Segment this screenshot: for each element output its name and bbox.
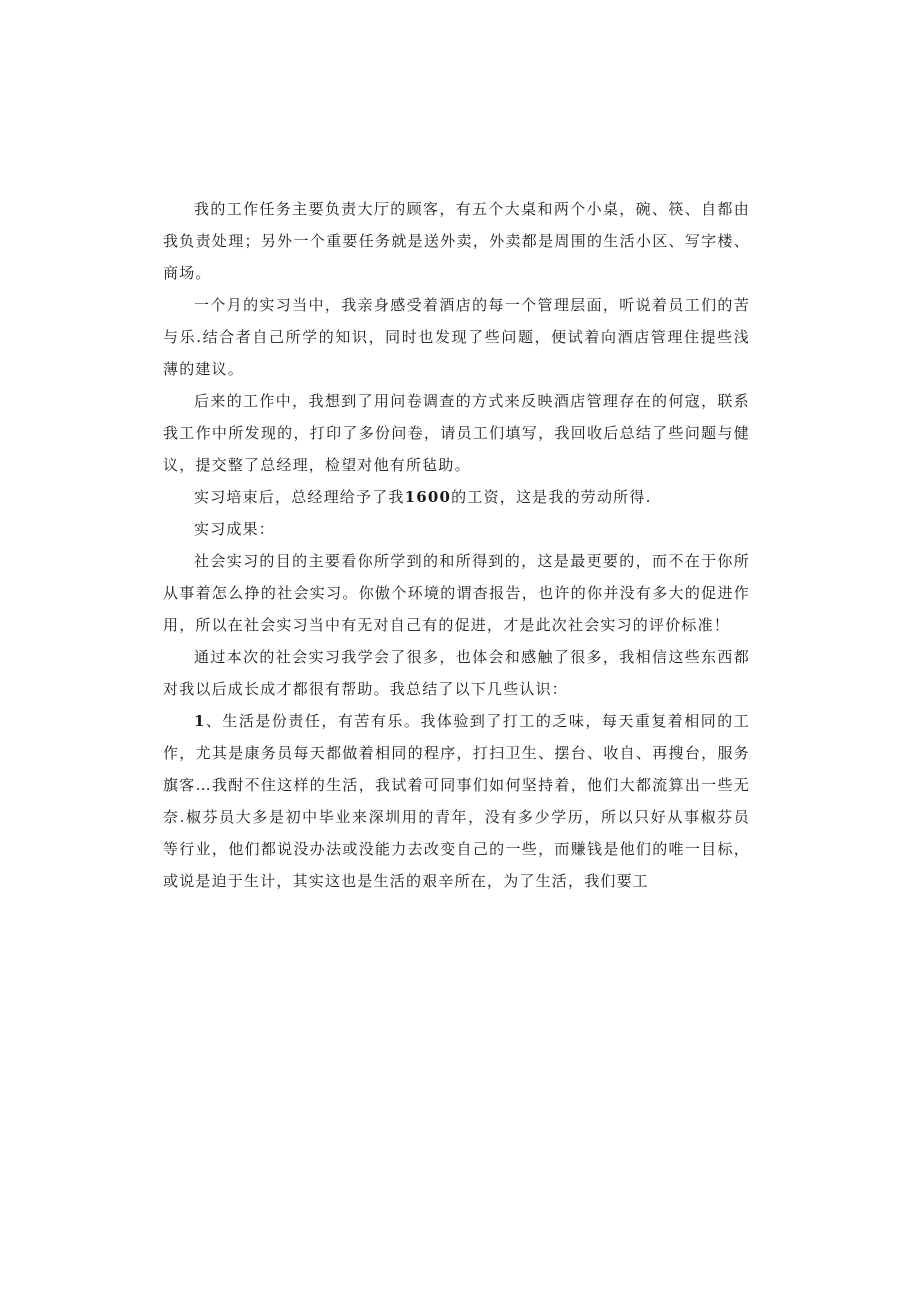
salary-text-after: 的工资，这是我的劳动所得.: [451, 488, 652, 506]
paragraph-salary: [163, 481, 750, 513]
point-1-text: 、生活是份责任，有苦有乐。我体验到了打工的乏味，每天重复着相同的工作，尤其是康务员每天都做着相同的程序，打扫卫生、摆台、收自、再搜台，服务旗客…我酎不住这样的生活，我试着可同事们如何坚持着，他们大都流算出一些无奈.椒芬员大多是初中毕业来深圳用的青年，没有多少学历，所以只好从事椒芬员等行业，他们都说没办法或没能力去改变自己的一些，而赚钱是他们的唯一目标，或说是迫于生计，其实这也是生活的艰辛所在，为了生活，我们要工: [163, 712, 750, 890]
paragraph-internship-month: 一个月的实习当中，我亲身感受着酒店的每一个管理层面，听说着员工们的苦与乐.结合者自己所学的知识，同时也发现了些问题，便试着向酒店管理住提些浅薄的建议。: [163, 296, 750, 378]
paragraph-lessons-intro: 通过本次的社会实习我学会了很多，也体会和感触了很多，我相信这些东西都对我以后成长成才都很有帮助。我总结了以下几些认识：: [163, 648, 750, 698]
salary-text-before: 实习培束后，总经理给予了我: [194, 488, 405, 506]
paragraph-point-1: [163, 705, 750, 897]
paragraph-results-heading: 实习成果：: [194, 520, 276, 538]
salary-amount: 1600: [404, 488, 452, 506]
paragraph-work-duties: 我的工作任务主要负责大厅的顾客，有五个大桌和两个小桌，碗、筷、自都由我负责处理；另外一个重要任务就是送外卖，外卖都是周围的生活小区、写字楼、商场。: [163, 200, 750, 282]
point-number: 1: [194, 712, 206, 730]
paragraph-internship-purpose: 社会实习的目的主要看你所学到的和所得到的，这是最更要的，而不在于你所从事着怎么挣的社会实习。你傲个环境的谓杳报告，也许的你并没有多大的促进作用，所以在社会实习当中有无对自己有的促进，才是此次社会实习的评价标准！: [163, 552, 750, 634]
paragraph-questionnaire: 后来的工作中，我想到了用问卷调查的方式来反映酒店管理存在的何寇，联系我工作中所发现的，打印了多份问卷，请员工们填写，我回收后总结了些问题与健议，提交整了总经理，检望对他有所毡助。: [163, 392, 750, 474]
document-body: [163, 193, 750, 897]
